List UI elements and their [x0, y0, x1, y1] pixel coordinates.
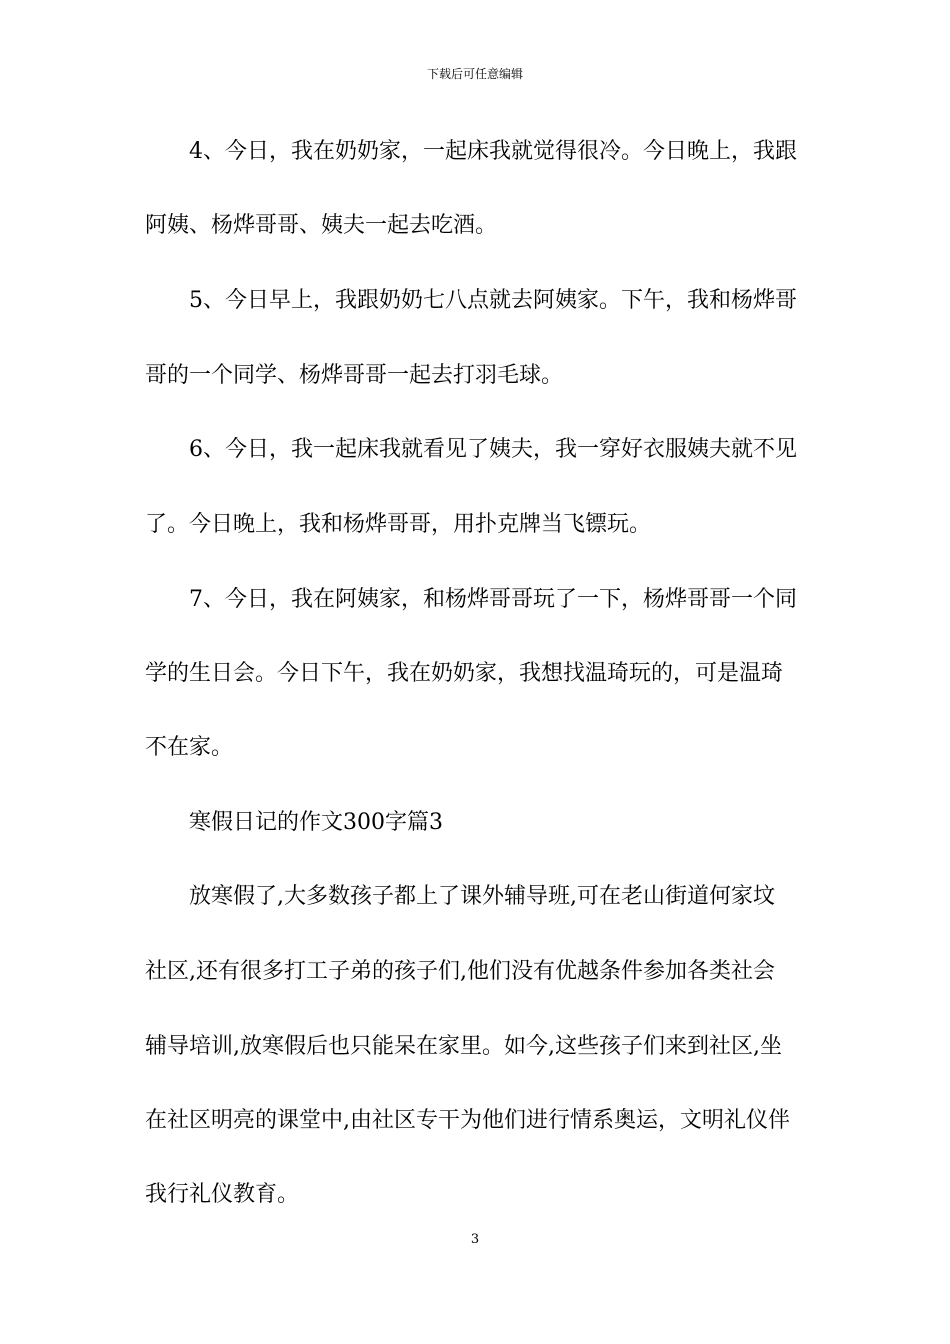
paragraph-7-line-1: 7、今日，我在阿姨家，和杨烨哥哥玩了一下，杨烨哥哥一个同	[189, 587, 797, 612]
paragraph-8-line-3: 辅导培训,放寒假后也只能呆在家里。如今,这些孩子们来到社区,坐	[145, 1034, 782, 1059]
page-number: 3	[470, 1232, 480, 1247]
paragraph-8-line-1: 放寒假了,大多数孩子都上了课外辅导班,可在老山街道何家坟	[189, 884, 775, 909]
paragraph-7-line-3: 不在家。	[145, 735, 234, 760]
section-heading: 寒假日记的作文300字篇3	[189, 810, 443, 835]
paragraph-5-line-2: 哥的一个同学、杨烨哥哥一起去打羽毛球。	[145, 363, 564, 388]
paragraph-8-line-2: 社区,还有很多打工子弟的孩子们,他们没有优越条件参加各类社会	[145, 959, 775, 984]
paragraph-7-line-2: 学的生日会。今日下午，我在奶奶家，我想找温琦玩的，可是温琦	[145, 661, 784, 686]
paragraph-8-line-4: 在社区明亮的课堂中,由社区专干为他们进行情系奥运，文明礼仪伴	[145, 1108, 790, 1133]
paragraph-4-line-1: 4、今日，我在奶奶家，一起床我就觉得很冷。今日晚上，我跟	[189, 139, 797, 164]
page-header: 下载后可任意编辑	[426, 67, 523, 81]
paragraph-4-line-2: 阿姨、杨烨哥哥、姨夫一起去吃酒。	[145, 213, 498, 238]
paragraph-8-line-5: 我行礼仪教育。	[145, 1182, 300, 1207]
paragraph-6-line-1: 6、今日，我一起床我就看见了姨夫，我一穿好衣服姨夫就不见	[189, 437, 797, 462]
paragraph-5-line-1: 5、今日早上，我跟奶奶七八点就去阿姨家。下午，我和杨烨哥	[189, 288, 797, 313]
paragraph-6-line-2: 了。今日晚上，我和杨烨哥哥，用扑克牌当飞镖玩。	[145, 512, 652, 537]
